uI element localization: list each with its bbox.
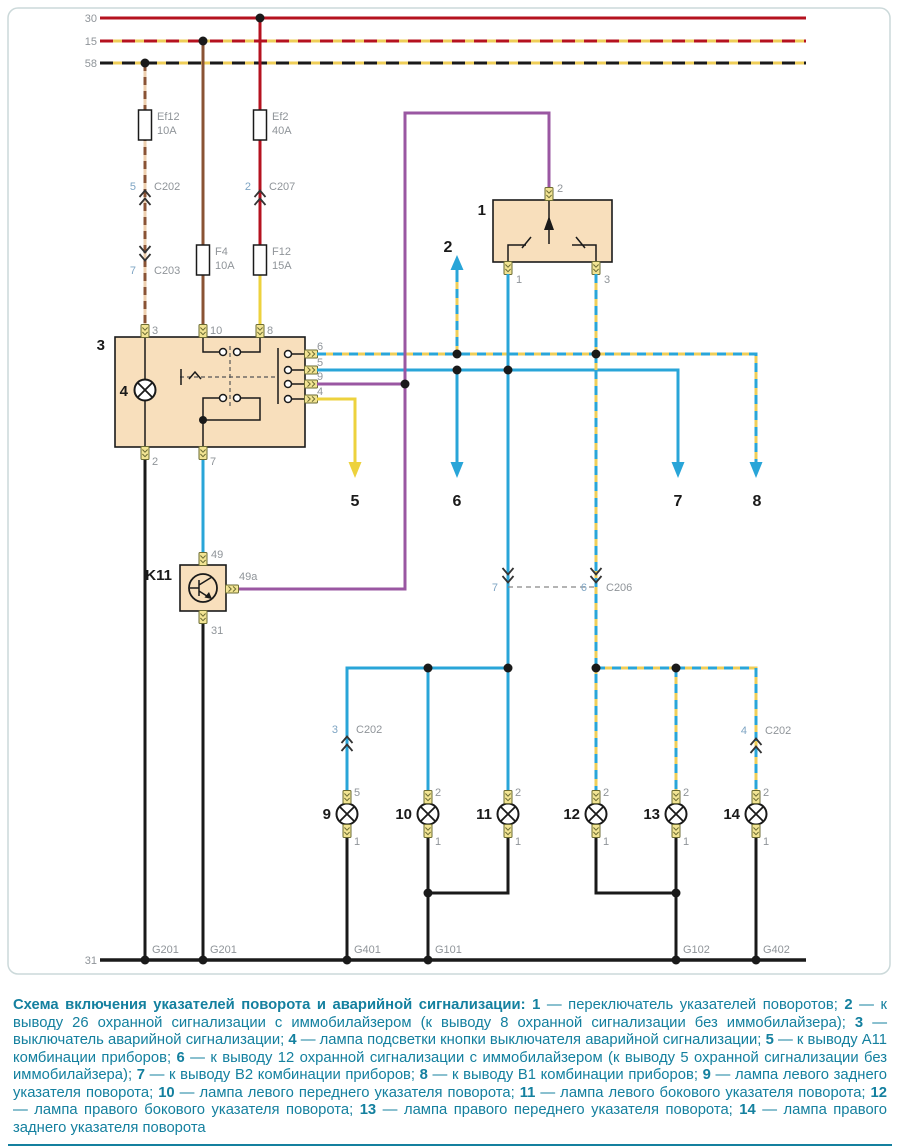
bus-30-label: 30: [84, 13, 97, 25]
pin-number: 1: [763, 836, 770, 848]
lamp-13: [643, 787, 689, 960]
pin-number: 2: [557, 183, 564, 195]
fuse-ef2-rating: 40A: [272, 125, 292, 137]
connector-c202-top: [130, 181, 180, 205]
connector-c207: [245, 181, 295, 205]
component-k11-flasher-relay: [145, 549, 258, 637]
junction-dot: [424, 664, 433, 673]
junction-dot: [453, 350, 462, 359]
junction-dot: [401, 380, 410, 389]
junction-dot: [504, 664, 513, 673]
arrow-5-label: 5: [350, 493, 360, 510]
ground-point-label: G101: [435, 944, 462, 956]
ground-dot: [424, 956, 433, 965]
junction-dot: [672, 889, 681, 898]
caption-text: Схема включения указателей поворота и аварийной сигнализации: 1 — переключатель указателей поворотов; 2 — к выводу 26 охранной сигнализации с иммобилайзером (к выводу 8 охранной сигнализации без иммобилайзера); 3 — выключатель аварийной сигнализации; 4 — лампа подсветки кнопки выключателя аварийной сигнализации; 5 — к выводу А11 комбинации приборов; 6 — к выводу 12 охранной сигнализации с иммобилайзером (к выводу 5 охранной сигнализации без иммобилайзера); 7 — к выводу В2 комбинации приборов; 8 — к выводу В1 комбинации приборов; 9 — лампа левого заднего указателя поворота; 10 — лампа левого переднего указателя поворота; 11 — лампа левого бокового указателя поворота; 12 — лампа правого бокового указателя поворота; 13 — лампа правого переднего указателя поворота; 14 — лампа правого заднего указателя поворота: [13, 997, 888, 1136]
lamp-label: 9: [322, 806, 331, 823]
ground-point-label: G201: [210, 944, 237, 956]
ground-dot: [752, 956, 761, 965]
pin-number: 1: [435, 836, 442, 848]
connector-pin: 7: [129, 265, 136, 277]
junction-dot: [256, 14, 265, 23]
pin-number: 2: [763, 787, 770, 799]
component-1-box: [493, 200, 612, 262]
ground-bus-label: 31: [84, 955, 97, 967]
connector-c202-right: [741, 725, 791, 753]
fuse-f12-name: F12: [272, 246, 291, 258]
connector-c203: [130, 246, 180, 277]
indicator-lamp-4: [135, 380, 156, 401]
connector-name: C207: [269, 181, 296, 193]
junction-dot: [592, 664, 601, 673]
junction-dot: [424, 889, 433, 898]
ground-point-label: G401: [354, 944, 381, 956]
lamp-9: [323, 787, 360, 960]
junction-dot: [504, 366, 513, 375]
fuse-f12: [254, 245, 293, 275]
junction-dot: [672, 664, 681, 673]
bus-30: [85, 13, 806, 25]
arrow-2-head: [451, 255, 464, 270]
component-3-hazard-switch: [97, 325, 323, 469]
ground-dot: [141, 956, 150, 965]
component-3-label: 3: [96, 337, 105, 354]
fuse-ef12-name: Ef12: [157, 111, 180, 123]
lamp-label: 10: [395, 806, 412, 823]
junction-dot: [199, 37, 208, 46]
pin-number: 2: [435, 787, 442, 799]
pin-number: 10: [210, 325, 223, 337]
lamp-12: [563, 787, 676, 893]
ground-dot: [199, 956, 208, 965]
junction-dot: [453, 366, 462, 375]
component-1-label: 1: [477, 202, 486, 219]
fuse-ef12-rating: 10A: [157, 125, 177, 137]
lamp-4-label: 4: [119, 383, 128, 400]
pin-number: 1: [516, 274, 523, 286]
lamp-label: 11: [476, 806, 492, 823]
caption: [0, 987, 900, 1137]
ground-dot: [343, 956, 352, 965]
arrow-5-head: [349, 462, 362, 478]
pin-number: 5: [317, 357, 324, 369]
connector-name: C202: [154, 181, 181, 193]
pin-number: 8: [267, 325, 274, 337]
junction-dot: [592, 350, 601, 359]
pin-number: 2: [515, 787, 522, 799]
pin-number: 3: [152, 325, 159, 337]
arrow-7-label: 7: [673, 493, 683, 510]
ground-point-label: G402: [763, 944, 790, 956]
arrow-2-label: 2: [443, 239, 453, 256]
arrow-8-label: 8: [752, 493, 762, 510]
pin-number: 5: [354, 787, 361, 799]
pin-number: 3: [604, 274, 611, 286]
fuse-f4-name: F4: [215, 246, 228, 258]
lamp-11: [428, 787, 521, 893]
pin-number: 6: [317, 341, 324, 353]
pin-number: 49: [211, 549, 224, 561]
connector-pin: 7: [491, 582, 498, 594]
connector-name: C203: [154, 265, 181, 277]
ground-bus: [85, 944, 806, 967]
bus-15-label: 15: [84, 36, 97, 48]
fuse-ef2-name: Ef2: [272, 111, 289, 123]
pin-number: 1: [354, 836, 361, 848]
pin-number: 2: [683, 787, 690, 799]
junction-dots: [141, 14, 761, 965]
lamp-label: 12: [563, 806, 580, 823]
arrow-6-head: [451, 462, 464, 478]
fuse-f4-rating: 10A: [215, 260, 235, 272]
lamp-14: [723, 787, 769, 960]
pin-number: 7: [210, 456, 217, 468]
bus-58-label: 58: [84, 58, 97, 70]
ground-dot: [672, 956, 681, 965]
connector-pin: 3: [331, 724, 338, 736]
wire-pin4-yellow: [317, 399, 355, 465]
pin-number: 9: [317, 371, 324, 383]
component-1-turn-switch: [478, 183, 612, 286]
pin-number: 31: [211, 625, 224, 637]
pin-number: 2: [603, 787, 610, 799]
connector-pin: 4: [740, 725, 747, 737]
fuse-f12-rating: 15A: [272, 260, 292, 272]
pin-number: 1: [683, 836, 690, 848]
arrow-7-head: [672, 462, 685, 478]
bus-58: [85, 58, 806, 70]
wire-right-lamp-network: [596, 668, 756, 792]
junction-dot: [141, 59, 150, 68]
bus-15: [85, 36, 806, 48]
connector-name: C206: [606, 582, 633, 594]
pin-number: 49a: [239, 571, 258, 583]
arrow-8-head: [750, 462, 763, 478]
connector-c206: [492, 568, 632, 594]
pin-number: 4: [317, 386, 324, 398]
connector-pin: 6: [580, 582, 587, 594]
connector-pin: 2: [244, 181, 251, 193]
arrow-6-label: 6: [452, 493, 462, 510]
pin-number: 2: [152, 456, 159, 468]
fuse-ef12: [139, 110, 180, 140]
fuse-ef2: [254, 110, 293, 140]
pin-number: 1: [603, 836, 610, 848]
connector-pin: 5: [129, 181, 136, 193]
connector-c202-left: [332, 724, 382, 751]
connector-name: C202: [356, 724, 383, 736]
fuse-f4: [197, 245, 236, 275]
ground-point-label: G201: [152, 944, 179, 956]
lamp-label: 13: [643, 806, 660, 823]
lamp-label: 14: [723, 806, 740, 823]
k11-label: K11: [145, 567, 172, 584]
connector-name: C202: [765, 725, 792, 737]
ground-point-label: G102: [683, 944, 710, 956]
lamp-10: [395, 787, 441, 960]
pin-number: 1: [515, 836, 522, 848]
